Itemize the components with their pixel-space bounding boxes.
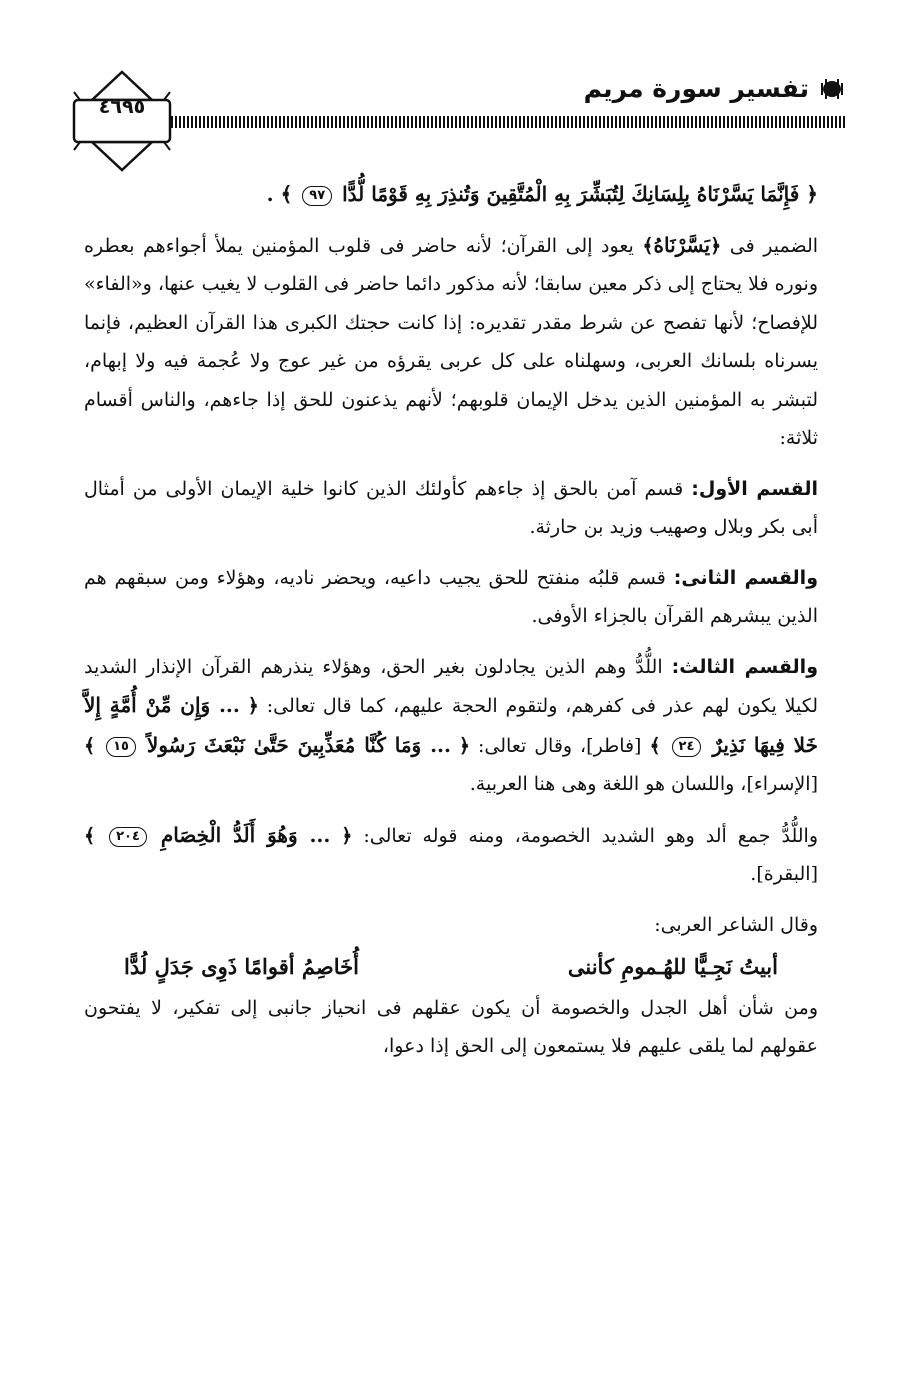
verse-text: فَإِنَّمَا يَسَّرْنَاهُ بِلِسَانِكَ لِتُبَشِّرَ بِهِ الْمُتَّقِينَ وَتُنذِرَ بِهِ قَوْمًا لُّدًّا [342, 182, 800, 206]
verse-close-brace: ﴾ . [266, 182, 293, 206]
quote-close-brace: ﴾ [649, 734, 661, 757]
text-run: واللُّدُّ جمع ألد وهو الشديد الخصومة، ومنه قوله تعالى: [363, 824, 818, 847]
paragraph-last: ومن شأن أهل الجدل والخصومة أن يكون عقلهم فى انحياز جانبى إلى تفكير، لا يفتحون عقولهم لما يلقى عليهم فلا يستمعون إلى الحق إذا دعوا، [84, 996, 818, 1057]
poet-intro: وقال الشاعر العربى: [654, 913, 818, 936]
quote-close-brace: ﴾ [84, 824, 96, 847]
quote-open-brace: ﴿ [247, 695, 259, 717]
verse-source: [البقرة]. [750, 863, 818, 885]
text-run: الضمير فى [729, 234, 819, 257]
quoted-word: يَسَّرْنَاهُ [653, 232, 711, 257]
ayah-number: ٢٠٤ [109, 827, 147, 847]
section-label: القسم الأول: [691, 477, 818, 500]
ayah-number: ٢٤ [672, 737, 702, 757]
page-number-badge [70, 70, 174, 172]
poem-second-hemistich: أُخَاصِمُ أقوامًا ذَوِى جَدَلٍ لُدًّا [124, 954, 359, 979]
quoted-verse: ... وَإِن مِّنْ أُمَّةٍ إِلاَّ خَلا فِيهَا نَذِيرٌ [84, 693, 818, 757]
verse-source: [فاطر]، وقال تعالى: [478, 734, 642, 757]
paragraph-ludd [84, 816, 818, 894]
quote-close-brace: ﴾ [642, 234, 654, 257]
verse-97 [84, 175, 818, 214]
ayah-number: ٩٧ [302, 186, 332, 206]
poem-first-hemistich: أبيتُ نَجِـيًّا للهُـمومِ كأننى [567, 954, 778, 979]
quote-open-brace: ﴿ [710, 234, 722, 257]
section-label: والقسم الثانى: [673, 566, 818, 589]
paragraph-section-3 [84, 648, 818, 804]
section-text: قسم قلبُه منفتح للحق يجيب داعيه، ويحضر ناديه، وهؤلاء ومن سبقهم هم الذين يبشرهم القرآن بالجزاء الأوفى. [84, 566, 818, 627]
header-title-group [584, 74, 845, 103]
quote-open-brace: ﴿ [341, 824, 353, 847]
flower-ornament-icon [819, 78, 845, 100]
poem-verse [84, 948, 818, 987]
paragraph-section-1 [84, 470, 818, 547]
paragraph-pronoun [84, 226, 818, 458]
quoted-verse: ... وَمَا كُنَّا مُعَذِّبِينَ حَتَّىٰ نَبْعَثَ رَسُولاً [146, 732, 451, 757]
quote-close-brace: ﴾ [84, 734, 96, 757]
page-header [70, 60, 845, 170]
quote-open-brace: ﴿ [458, 734, 471, 757]
verse-source: [الإسراء]، واللسان هو اللغة وهى هنا العربية. [469, 773, 818, 795]
ayah-number: ١٥ [106, 737, 136, 757]
section-label: والقسم الثالث: [671, 655, 819, 678]
section-text: اللُّدُّ وهم الذين يجادلون بغير الحق، وهؤلاء ينذرهم القرآن الإنذار الشديد لكيلا يكون لهم عذر فى كفرهم، ولتقوم الحجة عليهم، كما قال تعالى: [84, 655, 819, 717]
text-run: يعود إلى القرآن؛ لأنه حاضر فى قلوب المؤمنين يملأ أجواءهم بعطره ونوره فلا يحتاج إلى ذكر معين سابقا؛ لأنه مذكور دائما حاضر فى القلوب لا يغيب عنها، و«الفاء» للإفصاح؛ لأنها تفصح عن شرط مقدر تقديره: إذا كانت حجتك الكبرى هذا القرآن العظيم، فإنما يسرناه بلسانك العربى، وسهلناه على كل عربى يقرؤه من غير عوج ولا عُجمة فيه ولا إبهام، لتبشر به المؤمنين الذين يدخل الإيمان قلوبهم؛ لأنهم يذعنون للحق إذا جاءهم، والناس أقسام ثلاثة: [84, 234, 818, 449]
quoted-verse: ... وَهُوَ أَلَدُّ الْخِصَامِ [160, 822, 331, 847]
section-text: قسم آمن بالحق إذ جاءهم كأولئك الذين كانوا خلية الإيمان الأولى من أمثال أبى بكر وبلال وصهيب وزيد بن حارثة. [84, 477, 818, 538]
page-number: ٤٦٩٥ [98, 96, 146, 118]
page-content [84, 175, 818, 1066]
paragraph-section-2 [84, 559, 818, 636]
verse-open-brace: ﴿ [806, 182, 818, 206]
header-rule [166, 116, 845, 128]
surah-title: تفسير سورة مريم [583, 74, 809, 103]
